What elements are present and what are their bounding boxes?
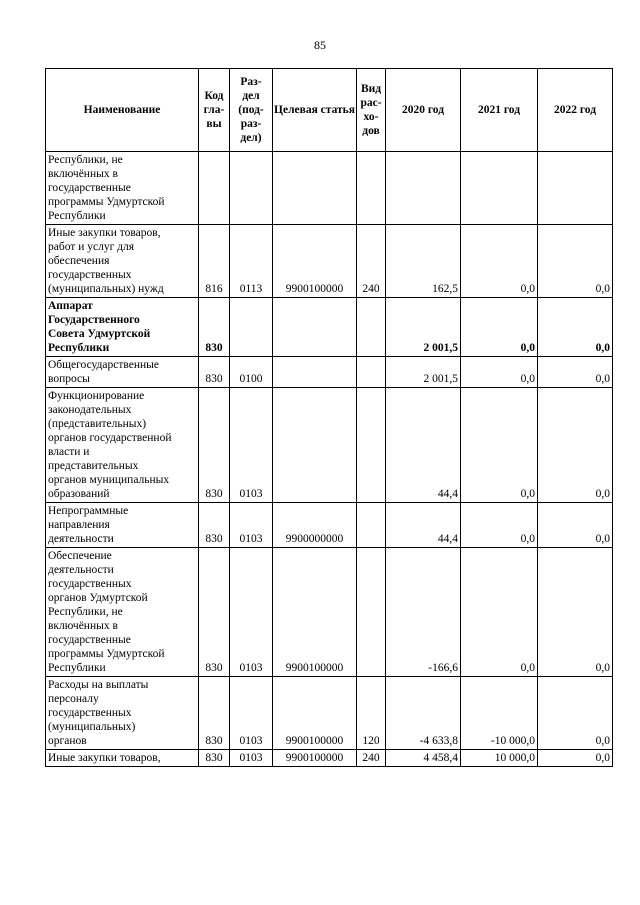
header-expense-type: Вид рас- хо- дов — [357, 69, 386, 152]
cell-2022: 0,0 — [538, 298, 613, 357]
cell-name: Иные закупки товаров, — [46, 750, 199, 767]
cell-target: 9900100000 — [273, 677, 357, 750]
cell-2021: 0,0 — [461, 388, 538, 503]
cell-section: 0100 — [230, 357, 273, 388]
cell-expense-type — [357, 388, 386, 503]
cell-expense-type: 120 — [357, 677, 386, 750]
cell-code: 830 — [199, 357, 230, 388]
cell-expense-type: 240 — [357, 750, 386, 767]
cell-name: Расходы на выплаты персоналу государственных (муниципальных) органов — [46, 677, 199, 750]
table-row — [46, 750, 613, 767]
cell-code — [199, 152, 230, 225]
cell-target: 9900000000 — [273, 503, 357, 548]
cell-section: 0103 — [230, 548, 273, 677]
header-code: Код гла- вы — [199, 69, 230, 152]
cell-section — [230, 298, 273, 357]
cell-2021: 0,0 — [461, 298, 538, 357]
table-row — [46, 225, 613, 298]
cell-section: 0103 — [230, 677, 273, 750]
cell-2020: 4 458,4 — [386, 750, 461, 767]
cell-name: Республики, не включённых в государственные программы Удмуртской Республики — [46, 152, 199, 225]
table-header-row — [46, 69, 613, 152]
header-2021: 2021 год — [461, 69, 538, 152]
cell-expense-type — [357, 298, 386, 357]
cell-2022: 0,0 — [538, 548, 613, 677]
cell-code: 830 — [199, 388, 230, 503]
cell-2020: 44,4 — [386, 503, 461, 548]
cell-name: Функционирование законодательных (представительных) органов государственной власти и представительных органов муниципальных образований — [46, 388, 199, 503]
cell-2021: -10 000,0 — [461, 677, 538, 750]
cell-2022: 0,0 — [538, 503, 613, 548]
cell-code: 830 — [199, 750, 230, 767]
cell-code: 830 — [199, 298, 230, 357]
table-body — [46, 152, 613, 767]
budget-table — [45, 68, 613, 767]
cell-2020: -166,6 — [386, 548, 461, 677]
cell-code: 830 — [199, 503, 230, 548]
cell-name: Иные закупки товаров, работ и услуг для обеспечения государственных (муниципальных) нужд — [46, 225, 199, 298]
cell-expense-type — [357, 548, 386, 677]
cell-section: 0103 — [230, 503, 273, 548]
cell-section: 0103 — [230, 750, 273, 767]
table-row — [46, 548, 613, 677]
cell-name: Обеспечение деятельности государственных органов Удмуртской Республики, не включённых в государственные программы Удмуртской Республики — [46, 548, 199, 677]
cell-2021 — [461, 152, 538, 225]
table-row — [46, 298, 613, 357]
header-section: Раз- дел (под- раз- дел) — [230, 69, 273, 152]
cell-2022: 0,0 — [538, 388, 613, 503]
table-row — [46, 677, 613, 750]
cell-2020: 2 001,5 — [386, 357, 461, 388]
cell-expense-type — [357, 357, 386, 388]
cell-2021: 0,0 — [461, 548, 538, 677]
table-row — [46, 357, 613, 388]
cell-code: 816 — [199, 225, 230, 298]
cell-target: 9900100000 — [273, 548, 357, 677]
cell-name: Непрограммные направления деятельности — [46, 503, 199, 548]
cell-2020: 2 001,5 — [386, 298, 461, 357]
cell-code: 830 — [199, 677, 230, 750]
header-2022: 2022 год — [538, 69, 613, 152]
cell-2022: 0,0 — [538, 357, 613, 388]
cell-2021: 0,0 — [461, 225, 538, 298]
page-number: 85 — [314, 38, 326, 52]
cell-2020: 44,4 — [386, 388, 461, 503]
cell-2022: 0,0 — [538, 750, 613, 767]
cell-2022 — [538, 152, 613, 225]
cell-target — [273, 298, 357, 357]
cell-target — [273, 357, 357, 388]
header-target: Целевая статья — [273, 69, 357, 152]
cell-2021: 0,0 — [461, 503, 538, 548]
cell-target: 9900100000 — [273, 225, 357, 298]
cell-expense-type — [357, 152, 386, 225]
cell-expense-type — [357, 503, 386, 548]
cell-section: 0113 — [230, 225, 273, 298]
cell-target: 9900100000 — [273, 750, 357, 767]
cell-2021: 10 000,0 — [461, 750, 538, 767]
cell-name: Аппарат Государственного Совета Удмуртской Республики — [46, 298, 199, 357]
cell-2021: 0,0 — [461, 357, 538, 388]
cell-2022: 0,0 — [538, 677, 613, 750]
cell-name: Общегосударственные вопросы — [46, 357, 199, 388]
cell-2020: -4 633,8 — [386, 677, 461, 750]
header-name: Наименование — [46, 69, 199, 152]
cell-2020: 162,5 — [386, 225, 461, 298]
table-row — [46, 152, 613, 225]
table-row — [46, 388, 613, 503]
cell-section — [230, 152, 273, 225]
cell-2020 — [386, 152, 461, 225]
cell-target — [273, 388, 357, 503]
cell-code: 830 — [199, 548, 230, 677]
cell-2022: 0,0 — [538, 225, 613, 298]
cell-section: 0103 — [230, 388, 273, 503]
cell-target — [273, 152, 357, 225]
cell-expense-type: 240 — [357, 225, 386, 298]
table-row — [46, 503, 613, 548]
header-2020: 2020 год — [386, 69, 461, 152]
